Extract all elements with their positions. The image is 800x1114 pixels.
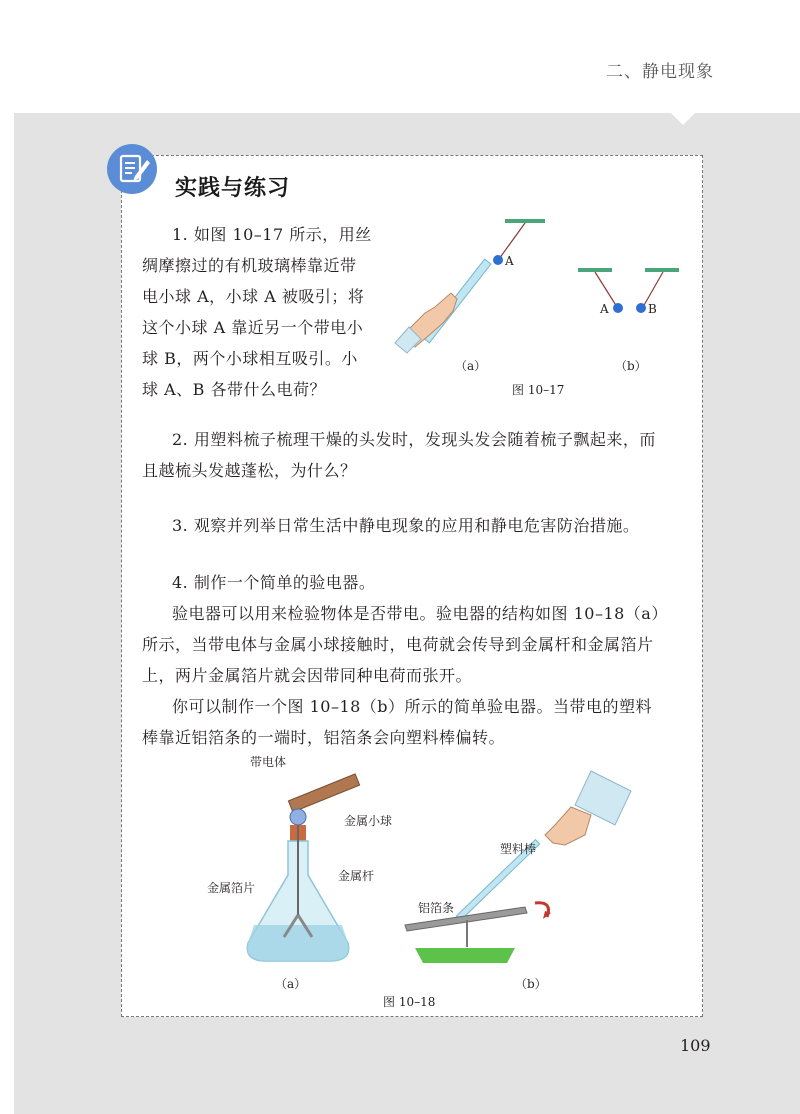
q1-line-1: 1. 如图 10–17 所示，用丝 xyxy=(172,225,372,244)
fig18-sub-b: （b） xyxy=(515,977,547,991)
fig18a-metal-foil-label: 金属箔片 xyxy=(207,881,256,895)
q4-line-3: 所示，当带电体与金属小球接触时，电荷就会传导到金属杆和金属箔片 xyxy=(142,635,654,654)
q1-line-5: 球 B，两个小球相互吸引。小 xyxy=(142,349,358,368)
fig18-sub-a: （a） xyxy=(275,977,307,991)
page-number: 109 xyxy=(680,1036,711,1055)
q4-line-6: 棒靠近铝箔条的一端时，铝箔条会向塑料棒偏转。 xyxy=(142,728,506,747)
q1-line-6: 球 A、B 各带什么电荷？ xyxy=(142,380,326,399)
fig17-caption: 图 10–17 xyxy=(512,383,565,397)
fig17b-ball-b-label: B xyxy=(648,302,657,316)
fig18b-illustration xyxy=(395,765,635,965)
fig18a-metal-rod-label: 金属杆 xyxy=(338,869,375,883)
q1-line-3: 电小球 A，小球 A 被吸引；将 xyxy=(142,287,365,306)
chapter-header: 二、静电现象 xyxy=(606,62,714,82)
q4-line-1: 4. 制作一个简单的验电器。 xyxy=(172,573,376,592)
fig17-sub-a: （a） xyxy=(455,359,487,373)
fig18a-charged-body-label: 带电体 xyxy=(250,755,287,769)
q1-line-2: 绸摩擦过的有机玻璃棒靠近带 xyxy=(142,256,357,275)
q4-line-4: 上，两片金属箔片就会因带同种电荷而张开。 xyxy=(142,666,473,685)
fig17a-ball-label: A xyxy=(505,254,514,268)
fig18b-aluminum-strip-label: 铝箔条 xyxy=(418,901,455,915)
fig17b-ball-a-label: A xyxy=(600,302,609,316)
q4-line-5: 你可以制作一个图 10–18（b）所示的简单验电器。当带电的塑料 xyxy=(172,697,653,716)
fig18a-metal-ball-label: 金属小球 xyxy=(344,814,393,828)
notepad-pencil-icon xyxy=(107,144,157,194)
fig17a-illustration xyxy=(395,215,555,350)
section-title: 实践与练习 xyxy=(175,176,291,201)
fig18b-plastic-rod-label: 塑料棒 xyxy=(500,842,537,856)
fig18-caption: 图 10–18 xyxy=(383,995,436,1009)
q3-line-1: 3. 观察并列举日常生活中静电现象的应用和静电危害防治措施。 xyxy=(172,516,640,535)
q2-line-2: 且越梳头发越蓬松，为什么？ xyxy=(142,461,357,480)
q2-line-1: 2. 用塑料梳子梳理干燥的头发时，发现头发会随着梳子飘起来，而 xyxy=(172,430,656,449)
q1-line-4: 这个小球 A 靠近另一个带电小 xyxy=(142,318,364,337)
fig17-sub-b: （b） xyxy=(615,359,647,373)
tab-notch xyxy=(671,113,695,125)
q4-line-2: 验电器可以用来检验物体是否带电。验电器的结构如图 10–18（a） xyxy=(172,604,668,623)
fig17b-illustration xyxy=(575,265,685,320)
fig18a-electroscope xyxy=(240,765,420,970)
